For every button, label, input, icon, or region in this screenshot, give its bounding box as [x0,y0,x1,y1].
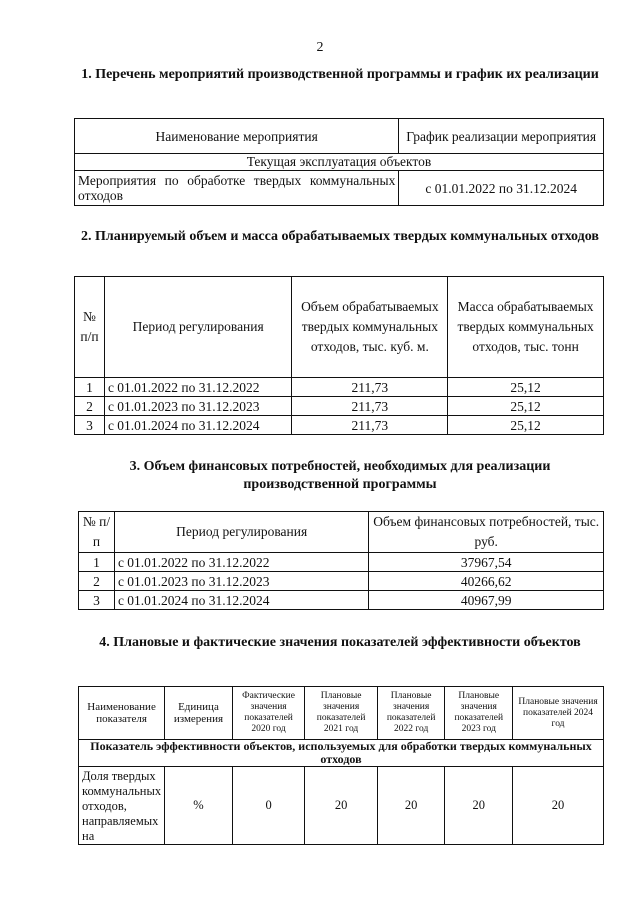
cell-2020: 0 [232,767,305,845]
table-row [79,572,604,591]
cell-unit: % [165,767,233,845]
cell-2022: 20 [377,767,445,845]
cell-period: с 01.01.2022 по 31.12.2022 [114,553,368,572]
activity-schedule: с 01.01.2022 по 31.12.2024 [399,171,604,206]
col-header-name: Наименование мероприятия [75,119,399,154]
cell-mass: 25,12 [448,378,604,397]
col-header-indicator: Наименование показателя [79,687,165,740]
table-row [75,416,604,435]
table-row [75,171,604,206]
col-header-2021: Плановые значения показателей 2021 год [305,687,377,740]
cell-amount: 37967,54 [369,553,604,572]
col-header-2023: Плановые значения показателей 2023 год [445,687,513,740]
cell-2021: 20 [305,767,377,845]
col-header-2024: Плановые значения показателей 2024 год [513,687,604,740]
col-header-period: Период регулирования [104,277,292,378]
col-header-volume: Объем обрабатываемых твердых коммунальных отходов, тыс. куб. м. [292,277,448,378]
cell-period: с 01.01.2023 по 31.12.2023 [104,397,292,416]
section3-heading: 3. Объем финансовых потребностей, необходимых для реализации производственной программы [129,459,551,492]
cell-period: с 01.01.2024 по 31.12.2024 [114,591,368,610]
cell-no: 2 [79,572,115,591]
cell-2023: 20 [445,767,513,845]
table-row [79,591,604,610]
col-header-2022: Плановые значения показателей 2022 год [377,687,445,740]
col-header-schedule: График реализации мероприятия [399,119,604,154]
col-header-2020: Фактические значения показателей 2020 год [232,687,305,740]
table-row [75,397,604,416]
efficiency-table [78,686,604,845]
section-row-label: Текущая эксплуатация объектов [75,154,604,171]
cell-mass: 25,12 [448,416,604,435]
col-header-no: № п/п [75,277,105,378]
cell-period: с 01.01.2023 по 31.12.2023 [114,572,368,591]
activities-table [74,118,604,206]
col-header-amount: Объем финансовых потребностей, тыс. руб. [369,512,604,553]
section1-heading: 1. Перечень мероприятий производственной программы и график их реализации [81,67,599,82]
section2-heading: 2. Планируемый объем и масса обрабатываемых твердых коммунальных отходов [81,229,599,244]
table-header-row [79,512,604,553]
cell-no: 3 [79,591,115,610]
cell-period: с 01.01.2024 по 31.12.2024 [104,416,292,435]
cell-no: 1 [79,553,115,572]
cell-volume: 211,73 [292,416,448,435]
cell-mass: 25,12 [448,397,604,416]
col-header-period: Период регулирования [114,512,368,553]
section-row [79,740,604,767]
section-row-label: Показатель эффективности объектов, используемых для обработки твердых коммунальных отходов [79,740,604,767]
col-header-unit: Единица измерения [165,687,233,740]
col-header-no: № п/п [79,512,115,553]
section-row [75,154,604,171]
cell-amount: 40967,99 [369,591,604,610]
cell-volume: 211,73 [292,397,448,416]
cell-no: 1 [75,378,105,397]
cell-indicator: Доля твердых коммунальных отходов, направляемых на [79,767,165,845]
page-number: 2 [316,40,324,55]
table-header-row [75,277,604,378]
table-row [75,378,604,397]
financial-needs-table [78,511,604,610]
table-header-row [75,119,604,154]
cell-no: 2 [75,397,105,416]
col-header-mass: Масса обрабатываемых твердых коммунальных отходов, тыс. тонн [448,277,604,378]
cell-no: 3 [75,416,105,435]
activity-name: Мероприятия по обработке твердых коммунальных отходов [75,171,399,206]
cell-2024: 20 [513,767,604,845]
section4-heading: 4. Плановые и фактические значения показателей эффективности объектов [99,635,581,650]
cell-volume: 211,73 [292,378,448,397]
cell-amount: 40266,62 [369,572,604,591]
table-row [79,553,604,572]
cell-period: с 01.01.2022 по 31.12.2022 [104,378,292,397]
volume-mass-table [74,276,604,435]
table-row [79,767,604,845]
table-header-row [79,687,604,740]
